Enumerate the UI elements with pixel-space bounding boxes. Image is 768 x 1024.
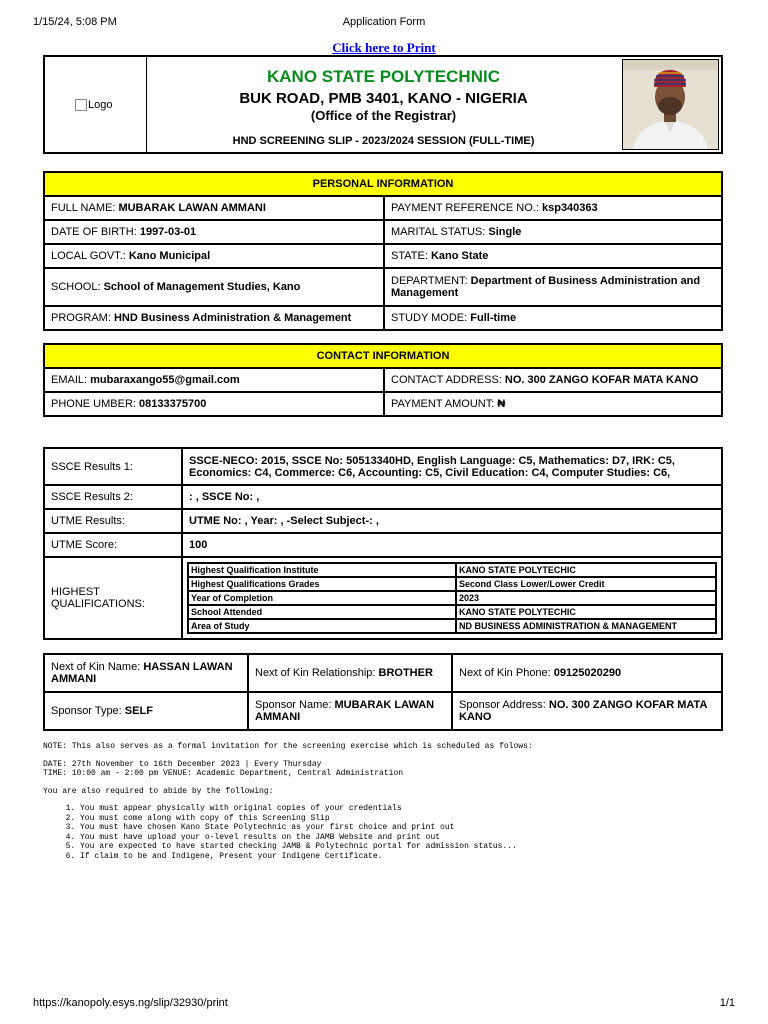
department-value: Department of Business Administration and Management	[391, 275, 701, 299]
state-value: Kano State	[430, 250, 489, 262]
slip-title: HND SCREENING SLIP - 2023/2024 SESSION (FULL-TIME)	[232, 135, 535, 147]
kin-phone-value: 09125020290	[553, 667, 622, 679]
contact-address-cell	[384, 368, 722, 392]
print-link[interactable]: Click here to Print	[332, 40, 436, 55]
kin-phone-cell	[452, 654, 722, 692]
school-name: KANO STATE POLYTECHNIC	[267, 67, 500, 86]
payment-ref-value: ksp340363	[541, 202, 598, 214]
person-photo-icon	[623, 60, 718, 149]
table-row	[44, 196, 722, 220]
phone-value: 08133375700	[139, 398, 207, 410]
table-row	[188, 605, 716, 619]
results-table	[43, 447, 723, 640]
field-label: STATE:	[391, 250, 428, 262]
list-item: 2. You must come along with copy of this Screening Slip	[80, 814, 533, 824]
list-item: 5. You are expected to have started checking JAMB & Polytechnic portal for admission status...	[80, 842, 533, 852]
table-row	[44, 485, 722, 509]
hq-key: Area of Study	[188, 619, 456, 633]
marital-status-cell	[384, 220, 722, 244]
print-page-number: 1/1	[719, 997, 735, 1009]
hq-value: KANO STATE POLYTECHIC	[456, 563, 716, 577]
hq-key: School Attended	[188, 605, 456, 619]
full-name-value: MUBARAK LAWAN AMMANI	[118, 202, 266, 214]
table-row	[44, 448, 722, 485]
department-cell	[384, 268, 722, 306]
table-row	[188, 577, 716, 591]
personal-info-heading: PERSONAL INFORMATION	[44, 172, 722, 196]
sponsor-type-value: SELF	[124, 705, 153, 717]
highest-qualifications-cell	[182, 557, 722, 639]
list-item: 3. You must have chosen Kano State Polytechnic as your first choice and print out	[80, 823, 533, 833]
table-row	[188, 619, 716, 633]
sponsor-address-value: NO. 300 ZANGO KOFAR MATA KANO	[459, 699, 707, 723]
hq-value: KANO STATE POLYTECHIC	[456, 605, 716, 619]
contact-address-value: NO. 300 ZANGO KOFAR MATA KANO	[504, 374, 699, 386]
sponsor-name-cell	[248, 692, 452, 730]
field-label: Next of Kin Relationship:	[255, 667, 376, 679]
full-name-cell	[44, 196, 384, 220]
note-abide: You are also required to abide by the following:	[43, 786, 274, 796]
email-cell	[44, 368, 384, 392]
table-row	[44, 368, 722, 392]
ssce2-text: : , SSCE No: ,	[189, 491, 260, 503]
list-item: 4. You must have upload your o-level results on the JAMB Website and print out	[80, 833, 533, 843]
utme-score-text: 100	[189, 539, 208, 551]
school-value: School of Management Studies, Kano	[103, 281, 301, 293]
table-row	[44, 244, 722, 268]
field-label: Sponsor Type:	[51, 705, 122, 717]
table-row	[44, 654, 722, 692]
field-label: SCHOOL:	[51, 281, 101, 293]
study-mode-value: Full-time	[470, 312, 517, 324]
utme-label: UTME Results:	[44, 509, 182, 533]
contact-info-heading: CONTACT INFORMATION	[44, 344, 722, 368]
personal-info-table	[43, 171, 723, 331]
note-time: TIME: 10:00 am - 2:00 pm VENUE: Academic Department, Central Administration	[43, 769, 404, 778]
lga-value: Kano Municipal	[128, 250, 211, 262]
hq-value: ND BUSINESS ADMINISTRATION & MANAGEMENT	[456, 619, 716, 633]
requirements-list	[43, 804, 533, 861]
dob-value: 1997-03-01	[139, 226, 197, 238]
utme-value	[182, 509, 722, 533]
print-url: https://kanopoly.esys.ng/slip/32930/print	[33, 997, 228, 1009]
hq-value: Second Class Lower/Lower Credit	[456, 577, 716, 591]
field-label: PHONE UMBER:	[51, 398, 136, 410]
table-row	[188, 591, 716, 605]
field-label: MARITAL STATUS:	[391, 226, 486, 238]
passport-photo	[622, 59, 719, 150]
table-row	[44, 392, 722, 416]
field-label: Next of Kin Phone:	[459, 667, 551, 679]
email-value: mubaraxango55@gmail.com	[90, 374, 240, 386]
phone-cell	[44, 392, 384, 416]
sponsor-type-cell	[44, 692, 248, 730]
state-cell	[384, 244, 722, 268]
highest-qualifications-label: HIGHEST QUALIFICATIONS:	[44, 557, 182, 639]
table-row	[44, 533, 722, 557]
table-row	[44, 509, 722, 533]
hq-key: Highest Qualification Institute	[188, 563, 456, 577]
payment-amount-cell	[384, 392, 722, 416]
note-date: DATE: 27th November to 16th December 2023 | Every Thursday	[43, 759, 322, 769]
logo-alt-text: Logo	[88, 99, 113, 111]
field-label: LOCAL GOVT.:	[51, 250, 126, 262]
program-cell	[44, 306, 384, 330]
list-item: 6. If claim to be and Indigene, Present your Indigene Certificate.	[80, 852, 533, 862]
kin-relationship-value: BROTHER	[378, 667, 433, 679]
school-cell	[44, 268, 384, 306]
logo-image	[75, 99, 112, 111]
study-mode-cell	[384, 306, 722, 330]
marital-status-value: Single	[488, 226, 522, 238]
field-label: PAYMENT REFERENCE NO.:	[391, 202, 539, 214]
print-datetime: 1/15/24, 5:08 PM	[33, 16, 117, 28]
list-item: 1. You must appear physically with original copies of your credentials	[80, 804, 533, 814]
sponsor-name-value: MUBARAK LAWAN AMMANI	[255, 699, 435, 723]
field-label: Sponsor Name:	[255, 699, 332, 711]
field-label: EMAIL:	[51, 374, 88, 386]
field-label: FULL NAME:	[51, 202, 116, 214]
kin-relationship-cell	[248, 654, 452, 692]
table-row	[188, 563, 716, 577]
lga-cell	[44, 244, 384, 268]
contact-info-table	[43, 343, 723, 417]
table-row	[44, 306, 722, 330]
utme-score-value	[182, 533, 722, 557]
hq-key: Year of Completion	[188, 591, 456, 605]
payment-ref-cell	[384, 196, 722, 220]
kin-name-value: HASSAN LAWAN AMMANI	[51, 661, 233, 685]
highest-qualifications-table	[187, 562, 717, 634]
field-label: CONTACT ADDRESS:	[391, 374, 502, 386]
dob-cell	[44, 220, 384, 244]
field-label: PROGRAM:	[51, 312, 111, 324]
banner-text	[147, 57, 620, 147]
print-page-title: Application Form	[342, 16, 426, 28]
ssce1-label: SSCE Results 1:	[44, 448, 182, 485]
payment-amount-value: ₦	[497, 398, 506, 410]
kin-sponsor-table	[43, 653, 723, 731]
ssce2-label: SSCE Results 2:	[44, 485, 182, 509]
ssce2-value	[182, 485, 722, 509]
field-label: DEPARTMENT:	[391, 275, 468, 287]
field-label: DATE OF BIRTH:	[51, 226, 137, 238]
table-row	[44, 220, 722, 244]
note-intro: NOTE: This also serves as a formal invitation for the screening exercise which is scheduled as folows:	[43, 742, 533, 751]
broken-image-icon	[75, 99, 87, 111]
field-label: Sponsor Address:	[459, 699, 546, 711]
table-row	[44, 557, 722, 639]
ssce1-value	[182, 448, 722, 485]
hq-value: 2023	[456, 591, 716, 605]
logo-cell	[45, 57, 147, 152]
utme-text: UTME No: , Year: , -Select Subject-: ,	[189, 515, 379, 527]
table-row	[44, 692, 722, 730]
utme-score-label: UTME Score:	[44, 533, 182, 557]
ssce1-text: SSCE-NECO: 2015, SSCE No: 50513340HD, English Language: C5, Mathematics: D7, IRK: C5, Economics: C4, Commerce: C6, Accounting: C5, Civil Education: C4, Computer Studies: C6,	[189, 454, 675, 479]
program-value: HND Business Administration & Management	[113, 312, 352, 324]
school-address: BUK ROAD, PMB 3401, KANO - NIGERIA	[239, 90, 528, 107]
table-row	[44, 268, 722, 306]
screening-note	[43, 742, 533, 861]
slip-banner	[43, 55, 723, 154]
field-label: Next of Kin Name:	[51, 661, 141, 673]
hq-key: Highest Qualifications Grades	[188, 577, 456, 591]
sponsor-address-cell	[452, 692, 722, 730]
field-label: STUDY MODE:	[391, 312, 468, 324]
kin-name-cell	[44, 654, 248, 692]
field-label: PAYMENT AMOUNT:	[391, 398, 495, 410]
office-title: (Office of the Registrar)	[310, 108, 457, 123]
